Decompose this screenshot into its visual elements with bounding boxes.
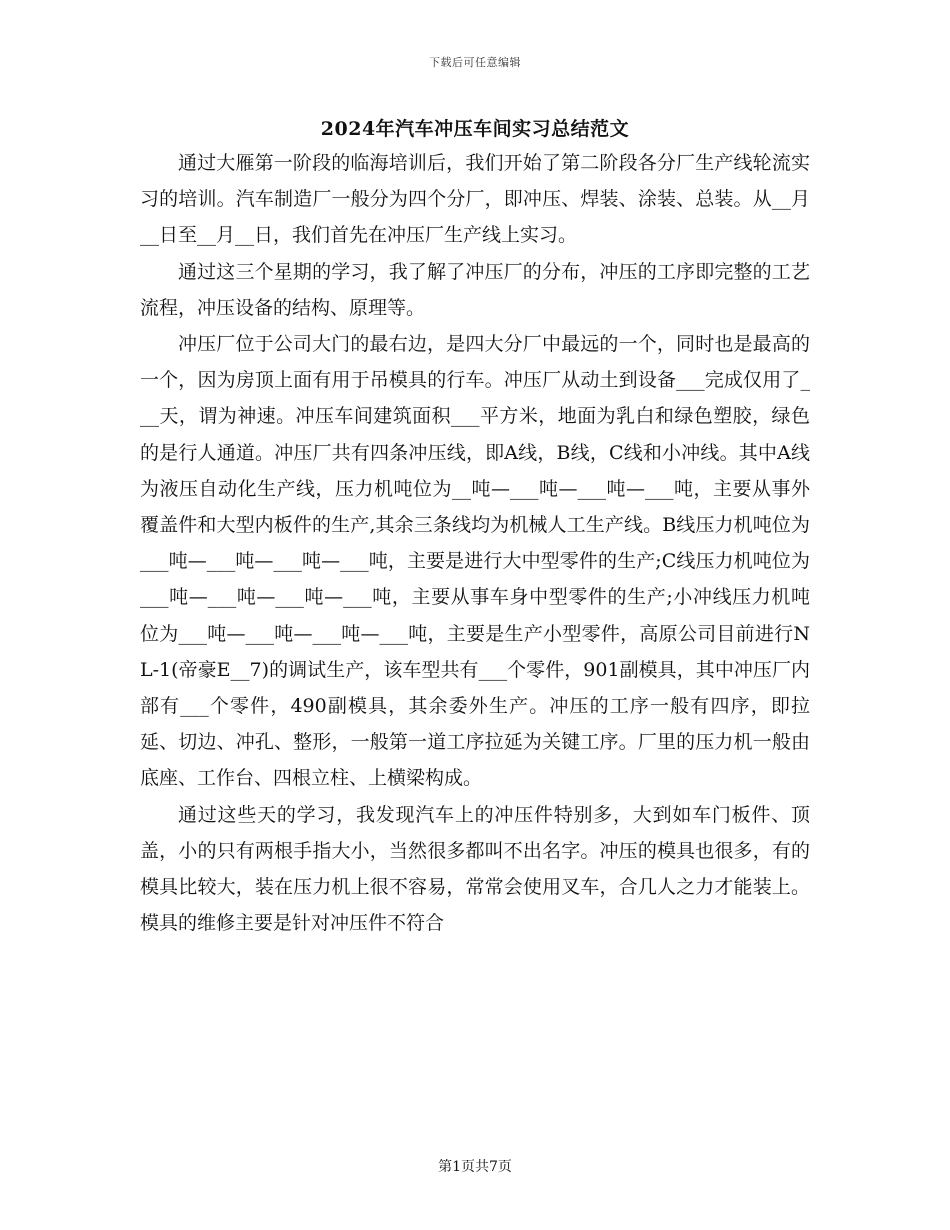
paragraph-observations: 通过这些天的学习，我发现汽车上的冲压件特别多，大到如车门板件、顶盖，小的只有两根手指大小，当然很多都叫不出名字。冲压的模具也很多，有的模具比较大，装在压力机上很不容易，常常会使用叉车，合几人之力才能装上。模具的维修主要是针对冲压件不符合	[140, 803, 810, 935]
document-title: 2024年汽车冲压车间实习总结范文	[320, 118, 630, 140]
paragraph-learning-summary: 通过这三个星期的学习，我了解了冲压厂的分布，冲压的工序即完整的工艺流程，冲压设备的结构、原理等。	[140, 260, 810, 319]
document-body	[140, 145, 810, 941]
paragraph-intro: 通过大雁第一阶段的临海培训后，我们开始了第二阶段各分厂生产线轮流实习的培训。汽车制造厂一般分为四个分厂，即冲压、焊装、涂装、总装。从__月__日至__月__日，我们首先在冲压厂生产线上实习。	[140, 152, 810, 247]
page-number: 第1页共7页	[438, 1159, 512, 1175]
page-header-note: 下载后可任意编辑	[429, 56, 521, 69]
paragraph-plant-description: 冲压厂位于公司大门的最右边，是四大分厂中最远的一个，同时也是最高的一个，因为房顶上面有用于吊模具的行车。冲压厂从动土到设备___完成仅用了___天，谓为神速。冲压车间建筑面积___平方米，地面为乳白和绿色塑胶，绿色的是行人通道。冲压厂共有四条冲压线，即A线，B线，C线和小冲线。其中A线为液压自动化生产线，压力机吨位为__吨—___吨—___吨—___吨，主要从事外覆盖件和大型内板件的生产,其余三条线均为机械人工生产线。B线压力机吨位为___吨—___吨—___吨—___吨，主要是进行大中型零件的生产;C线压力机吨位为___吨—___吨—___吨—___吨，主要从事车身中型零件的生产;小冲线压力机吨位为___吨—___吨—___吨—___吨，主要是生产小型零件，高原公司目前进行NL-1(帝豪E__7)的调试生产，该车型共有___个零件，901副模具，其中冲压厂内部有___个零件，490副模具，其余委外生产。冲压的工序一般有四序，即拉延、切边、冲孔、整形，一般第一道工序拉延为关键工序。厂里的压力机一般由底座、工作台、四根立柱、上横梁构成。	[140, 333, 810, 790]
